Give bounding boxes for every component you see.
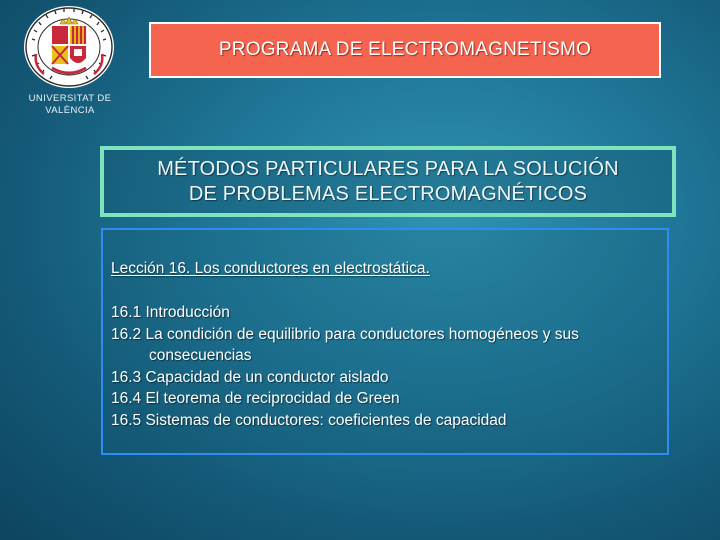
lesson-topic-list (111, 302, 666, 431)
lesson-content-box (101, 228, 669, 455)
institution-name (8, 93, 132, 117)
subtitle-line-2: DE PROBLEMAS ELECTROMAGNÉTICOS (188, 182, 588, 205)
institution-line-1: UNIVERSITAT DE (28, 93, 112, 104)
subtitle-line-1: MÉTODOS PARTICULARES PARA LA SOLUCIÓN (157, 157, 619, 180)
list-item-text: 16.2 La condición de equilibrio para conductores homogéneos y sus (111, 325, 579, 343)
list-item (111, 410, 666, 432)
lesson-title: Lección 16. Los conductores en electrostática. (111, 260, 430, 277)
list-item-text: 16.3 Capacidad de un conductor aislado (111, 368, 389, 386)
list-item-continuation: consecuencias (149, 347, 252, 364)
list-item-text: 16.4 El teorema de reciprocidad de Green (111, 390, 400, 407)
list-item-text: 16.5 Sistemas de conductores: coeficientes de capacidad (111, 411, 507, 429)
list-item (111, 388, 666, 410)
course-title: PROGRAMA DE ELECTROMAGNETISMO (218, 39, 592, 60)
list-item (111, 302, 666, 324)
course-title-banner (149, 22, 661, 78)
list-item-text: 16.1 Introducción (111, 304, 230, 321)
list-item (111, 324, 666, 367)
institution-line-2: VALÈNCIA (45, 105, 95, 116)
topic-subtitle-box (100, 146, 676, 217)
list-item (111, 367, 666, 389)
university-seal-icon (22, 4, 116, 90)
